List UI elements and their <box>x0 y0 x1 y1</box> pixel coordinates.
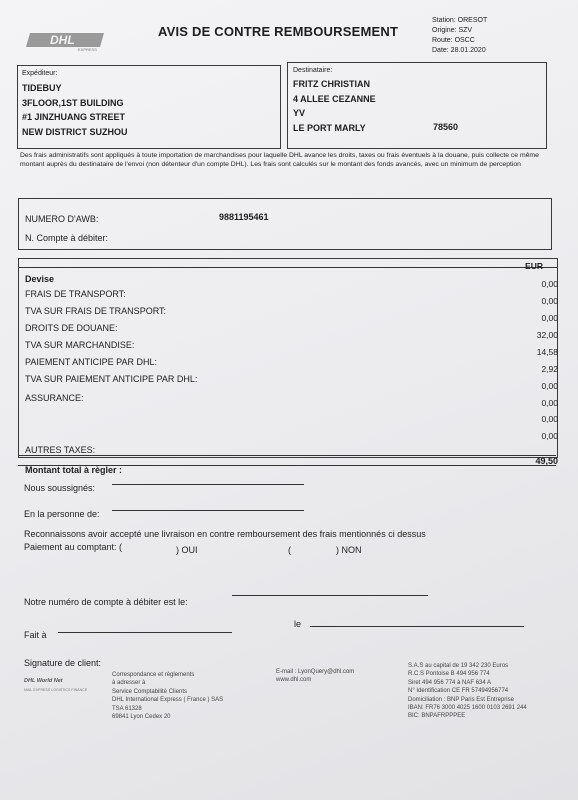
recipient-address <box>293 77 376 135</box>
recipient-street: 4 ALLEE CEZANNE <box>293 93 376 104</box>
charge-value: 32,00 <box>536 330 558 340</box>
total-rule <box>18 465 556 466</box>
sender-line: NEW DISTRICT SUZHOU <box>22 126 128 137</box>
date-field[interactable] <box>310 626 524 627</box>
charge-label: AUTRES TAXES: <box>25 445 96 455</box>
sender-line: #1 JINZHUANG STREET <box>22 112 126 122</box>
footer-line: DHL International Express ( France ) SAS <box>112 697 224 704</box>
footer-line: Domiciliation : BNP Paris Est Entreprise <box>408 696 514 703</box>
charge-label: TVA SUR MARCHANDISE: <box>25 340 135 350</box>
charge-label: DROITS DE DOUANE: <box>25 323 118 333</box>
personne-label: En la personne de: <box>24 509 100 519</box>
charge-label: FRAIS DE TRANSPORT: <box>25 289 126 299</box>
dhl-logo <box>20 30 104 52</box>
footer-line: à adresser à <box>112 680 146 687</box>
recipient-box <box>287 62 547 149</box>
acceptance-text: Reconnaissons avoir accepté une livraison en contre remboursement des frais mentionnés ci dessus <box>24 529 426 539</box>
legal-block <box>408 662 558 721</box>
personne-field[interactable] <box>112 510 304 511</box>
svg-text:DHL: DHL <box>50 33 75 47</box>
svg-text:EXPRESS: EXPRESS <box>78 47 97 52</box>
charge-value: 0,00 <box>541 279 558 289</box>
footer-line: N° Identification CE FR 57494956774 <box>408 688 509 695</box>
footer-line: Siret 494 956 774 à NAF 634 A <box>408 679 492 686</box>
charge-value: 0,00 <box>541 414 558 424</box>
account-number-field[interactable] <box>232 595 428 596</box>
charge-value: 14,58 <box>536 347 558 357</box>
charge-value: 0,00 <box>541 431 558 441</box>
correspondence-block <box>112 671 262 721</box>
footer-email[interactable]: E-mail : LyonQuery@dhl.com <box>276 669 355 675</box>
recipient-name: FRITZ CHRISTIAN <box>293 79 370 89</box>
page-title: AVIS DE CONTRE REMBOURSEMENT <box>158 24 399 39</box>
sender-box <box>17 65 281 149</box>
recipient-city: LE PORT MARLY <box>293 122 366 133</box>
footer-line: Correspondance et règlements <box>112 672 195 678</box>
total-rule <box>18 455 556 456</box>
dhl-worldnet-logo <box>24 678 87 692</box>
non-paren: ( <box>288 545 291 555</box>
payment-label: Paiement au comptant: ( <box>24 542 123 552</box>
soussignes-label: Nous soussignés: <box>24 483 96 493</box>
fait-label: Fait à <box>24 630 47 640</box>
footer-line: R.C.S Pontoise B 494 956 774 <box>408 671 490 678</box>
brand-line: DHL World Net <box>24 678 63 684</box>
currency-label: Devise <box>25 274 55 284</box>
sender-address <box>22 81 128 139</box>
soussignes-field[interactable] <box>112 484 304 485</box>
sender-line: TIDEBUY <box>22 83 62 93</box>
charge-value: 2,92 <box>541 364 558 374</box>
charge-label: ASSURANCE: <box>25 393 84 403</box>
awb-label: NUMERO D'AWB: <box>25 214 99 224</box>
charge-value: 0,00 <box>541 381 558 391</box>
footer-line: 69841 Lyon Cedex 20 <box>112 714 171 721</box>
currency-code: EUR <box>525 261 543 271</box>
contact-block <box>276 668 396 685</box>
account-number-label: Notre numéro de compte à débiter est le: <box>24 597 188 607</box>
origine: Origine: SZV <box>432 27 473 34</box>
total-value: 49,50 <box>535 456 558 466</box>
charge-label: TVA SUR FRAIS DE TRANSPORT: <box>25 306 167 316</box>
charge-value: 0,00 <box>541 398 558 408</box>
footer-line: S.A.S au capital de 19 342 230 Euros <box>408 663 509 669</box>
date: Date: 28.01.2020 <box>432 47 486 54</box>
charge-value: 0,00 <box>541 296 558 306</box>
route: Route: OSCC <box>432 37 475 44</box>
admin-fees-notice: Des frais administratifs sont appliqués à toute importation de marchandises pour laquelle DHL avance les droits, taxes ou frais éventuels à la douane, puis collecte ce même montant auprès du destinataire de l'envoi (non détenteur d'un compte DHL). Les frais sont calculés sur le montant des fonds avancés, avec un minimum de perception <box>20 152 539 168</box>
signature-label: Signature de client: <box>24 658 102 668</box>
fait-field[interactable] <box>58 632 232 633</box>
footer-line: BIC: BNPAFRPPPEE <box>408 713 466 720</box>
station: Station: ORESOT <box>432 17 488 24</box>
account-label: N. Compte à débiter: <box>25 233 109 243</box>
recipient-line3: YV <box>293 108 306 118</box>
table-rule <box>19 267 557 268</box>
charge-label: PAIEMENT ANTICIPE PAR DHL: <box>25 357 158 367</box>
charge-value: 0,00 <box>541 313 558 323</box>
footer-line: Service Comptabilité Clients <box>112 688 188 695</box>
brand-sub: MAIL EXPRESS LOGISTICS FINANCE <box>24 688 88 692</box>
footer-website[interactable]: www.dhl.com <box>276 677 312 684</box>
awb-box <box>18 198 552 250</box>
footer-line: TSA 61328 <box>112 705 142 712</box>
awb-number: 9881195461 <box>219 212 269 222</box>
recipient-postcode: 78560 <box>433 122 459 132</box>
shipment-meta <box>432 16 552 56</box>
date-label: le <box>294 619 302 629</box>
sender-line: 3FLOOR,1ST BUILDING <box>22 97 124 108</box>
recipient-label: Destinataire: <box>293 67 333 74</box>
oui-option[interactable]: ) OUI <box>176 545 198 555</box>
footer-line: IBAN: FR76 3000 4025 1600 0103 2691 244 <box>408 705 527 712</box>
total-label: Montant total à règler : <box>25 465 123 475</box>
non-option[interactable]: ) NON <box>336 545 362 555</box>
sender-label: Expéditeur: <box>22 70 58 77</box>
charge-label: TVA SUR PAIEMENT ANTICIPE PAR DHL: <box>25 374 198 384</box>
